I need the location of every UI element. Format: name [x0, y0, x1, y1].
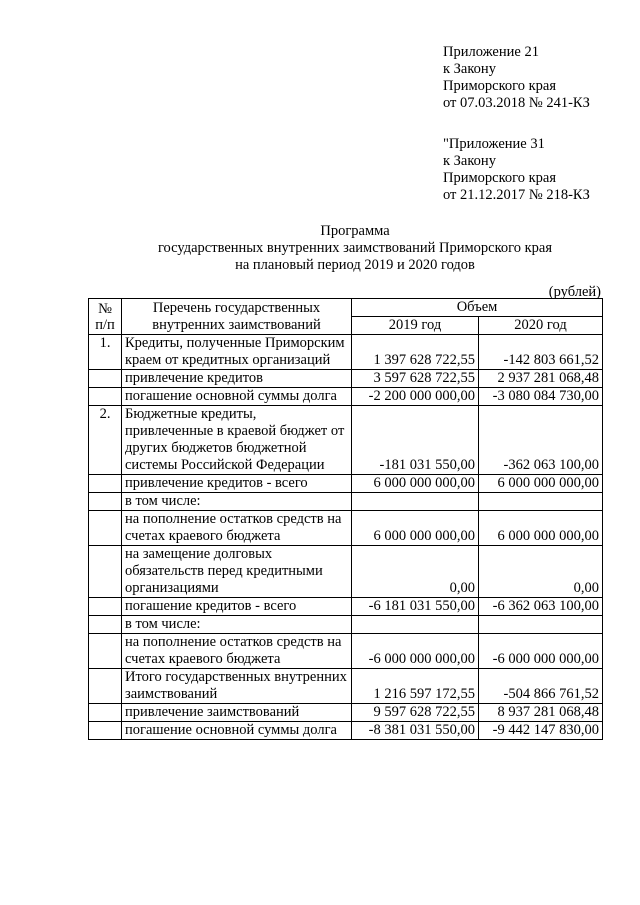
row-num: [89, 598, 122, 616]
row-num: [89, 493, 122, 511]
row-num: [89, 634, 122, 669]
row-value-2019: [352, 493, 479, 511]
row-num: [89, 388, 122, 406]
row-value-2019: -6 000 000 000,00: [352, 634, 479, 669]
document-title: [70, 223, 640, 274]
appendix-line: "Приложение 31: [443, 136, 545, 152]
row-value-2020: [479, 616, 603, 634]
row-name: погашение основной суммы долга: [122, 388, 352, 406]
row-name: на замещение долговых обязательств перед кредитными организациями: [122, 546, 352, 598]
row-name: привлечение заимствований: [122, 704, 352, 722]
row-value-2020: -9 442 147 830,00: [479, 722, 603, 740]
row-name: погашение кредитов - всего: [122, 598, 352, 616]
row-num: [89, 370, 122, 388]
row-num: [89, 546, 122, 598]
row-value-2019: 1 397 628 722,55: [352, 335, 479, 370]
row-name: привлечение кредитов - всего: [122, 475, 352, 493]
row-value-2020: 8 937 281 068,48: [479, 704, 603, 722]
table-row: [89, 616, 603, 634]
row-num: 1.: [89, 335, 122, 370]
row-name: Кредиты, полученные Приморским краем от кредитных организаций: [122, 335, 352, 370]
appendix-current: [443, 44, 590, 112]
row-name: в том числе:: [122, 493, 352, 511]
table-row: [89, 669, 603, 704]
row-num: [89, 722, 122, 740]
row-value-2019: -181 031 550,00: [352, 406, 479, 475]
row-name: на пополнение остатков средств на счетах краевого бюджета: [122, 634, 352, 669]
row-num: [89, 511, 122, 546]
row-value-2019: 6 000 000 000,00: [352, 475, 479, 493]
appendix-line: Приложение 21: [443, 44, 539, 60]
row-num: [89, 669, 122, 704]
row-value-2020: -6 000 000 000,00: [479, 634, 603, 669]
header-volume: Объем: [352, 299, 603, 317]
row-value-2020: 2 937 281 068,48: [479, 370, 603, 388]
table-row: [89, 722, 603, 740]
row-name: Итого государственных внутренних заимствований: [122, 669, 352, 704]
row-value-2020: [479, 493, 603, 511]
row-num: 2.: [89, 406, 122, 475]
appendix-line: к Закону: [443, 153, 496, 169]
table-row: [89, 598, 603, 616]
row-name: Бюджетные кредиты, привлеченные в краевой бюджет от других бюджетов бюджетной системы Российской Федерации: [122, 406, 352, 475]
row-value-2020: -142 803 661,52: [479, 335, 603, 370]
appendix-line: от 07.03.2018 № 241-КЗ: [443, 95, 590, 111]
table-row: [89, 546, 603, 598]
table-row: [89, 511, 603, 546]
appendix-line: к Закону: [443, 61, 496, 77]
row-value-2020: -3 080 084 730,00: [479, 388, 603, 406]
row-value-2019: 1 216 597 172,55: [352, 669, 479, 704]
row-num: [89, 475, 122, 493]
row-value-2020: 6 000 000 000,00: [479, 475, 603, 493]
row-value-2020: -6 362 063 100,00: [479, 598, 603, 616]
table-row: [89, 370, 603, 388]
appendix-line: от 21.12.2017 № 218-КЗ: [443, 187, 590, 203]
unit-label: (рублей): [548, 284, 601, 300]
row-num: [89, 704, 122, 722]
row-name: в том числе:: [122, 616, 352, 634]
table-row: [89, 388, 603, 406]
row-name: привлечение кредитов: [122, 370, 352, 388]
row-value-2020: 6 000 000 000,00: [479, 511, 603, 546]
row-value-2019: 6 000 000 000,00: [352, 511, 479, 546]
table-row: [89, 475, 603, 493]
title-line: Программа: [320, 223, 390, 239]
row-value-2020: -504 866 761,52: [479, 669, 603, 704]
table-row: [89, 704, 603, 722]
row-name: на пополнение остатков средств на счетах краевого бюджета: [122, 511, 352, 546]
row-value-2020: 0,00: [479, 546, 603, 598]
table-row: [89, 335, 603, 370]
row-num: [89, 616, 122, 634]
row-value-2019: [352, 616, 479, 634]
row-value-2019: -2 200 000 000,00: [352, 388, 479, 406]
row-value-2020: -362 063 100,00: [479, 406, 603, 475]
title-line: государственных внутренних заимствований Приморского края: [157, 240, 553, 256]
table-row: [89, 634, 603, 669]
row-value-2019: -6 181 031 550,00: [352, 598, 479, 616]
header-2020: 2020 год: [479, 317, 603, 335]
borrowings-table: [88, 298, 603, 740]
header-name: Перечень государственных внутренних заимствований: [122, 299, 352, 335]
row-value-2019: 9 597 628 722,55: [352, 704, 479, 722]
title-line: на плановый период 2019 и 2020 годов: [235, 257, 475, 273]
row-value-2019: 0,00: [352, 546, 479, 598]
appendix-line: Приморского края: [443, 170, 557, 186]
appendix-original: [443, 136, 590, 204]
row-value-2019: -8 381 031 550,00: [352, 722, 479, 740]
row-name: погашение основной суммы долга: [122, 722, 352, 740]
table-row: [89, 493, 603, 511]
header-num: № п/п: [89, 299, 122, 335]
header-2019: 2019 год: [352, 317, 479, 335]
appendix-line: Приморского края: [443, 78, 557, 94]
table-row: [89, 406, 603, 475]
row-value-2019: 3 597 628 722,55: [352, 370, 479, 388]
